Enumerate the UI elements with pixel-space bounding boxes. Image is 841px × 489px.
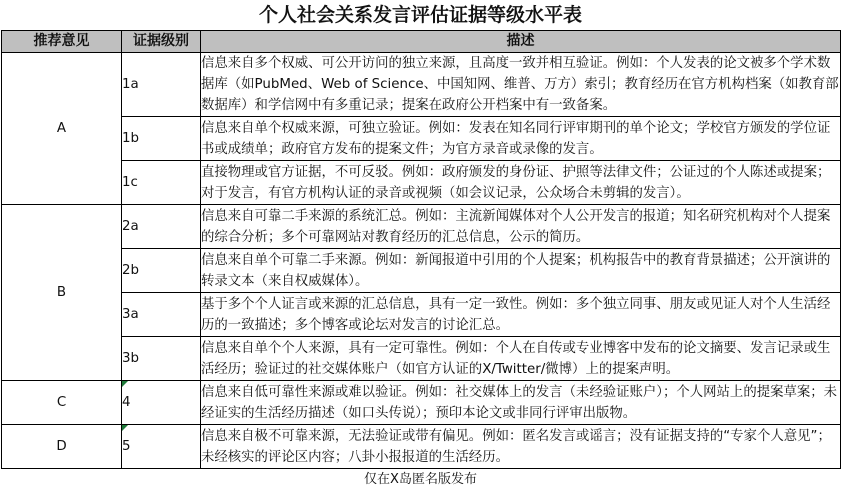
recommendation-cell-a[interactable]: A	[2, 53, 122, 205]
recommendation-cell-d[interactable]: D	[2, 425, 122, 469]
table-row	[2, 381, 841, 425]
description-cell[interactable]: 信息来自可靠二手来源的系统汇总。例如：主流新闻媒体对个人公开发言的报道；知名研究机构对个人提案的综合分析；多个可靠网站对教育经历的汇总信息，公示的简历。	[201, 205, 841, 249]
table-row	[2, 293, 841, 337]
table-row	[2, 205, 841, 249]
table-row	[2, 53, 841, 117]
recommendation-cell-b[interactable]: B	[2, 205, 122, 381]
evidence-table	[1, 30, 841, 469]
table-row	[2, 249, 841, 293]
description-cell[interactable]: 基于多个个人证言或来源的汇总信息，具有一定一致性。例如：多个独立同事、朋友或见证人对个人生活经历的一致描述；多个博客或论坛对发言的讨论汇总。	[201, 293, 841, 337]
comment-marker-icon	[122, 425, 128, 431]
header-level[interactable]: 证据级别	[122, 31, 201, 53]
table-row	[2, 337, 841, 381]
table-row	[2, 117, 841, 161]
description-cell[interactable]: 信息来自单个个人来源，具有一定可靠性。例如：个人在自传或专业博客中发布的论文摘要、发言记录或生活经历；验证过的社交媒体账户（如官方认证的X/Twitter/微博）上的提案声明。	[201, 337, 841, 381]
table-row	[2, 161, 841, 205]
page-title: 个人社会关系发言评估证据等级水平表	[0, 0, 841, 30]
comment-marker-icon	[122, 381, 128, 387]
level-cell[interactable]	[122, 425, 201, 469]
header-row	[2, 31, 841, 53]
description-cell[interactable]: 信息来自极不可靠来源，无法验证或带有偏见。例如：匿名发言或谣言；没有证据支持的“专家个人意见”；未经核实的评论区内容；八卦小报报道的生活经历。	[201, 425, 841, 469]
level-cell[interactable]: 3a	[122, 293, 201, 337]
description-cell[interactable]: 信息来自单个权威来源，可独立验证。例如：发表在知名同行评审期刊的单个论文；学校官方颁发的学位证书或成绩单；政府官方发布的提案文件；为官方录音或录像的发言。	[201, 117, 841, 161]
description-cell[interactable]: 信息来自单个可靠二手来源。例如：新闻报道中引用的个人提案；机构报告中的教育背景描述；公开演讲的转录文本（来自权威媒体）。	[201, 249, 841, 293]
level-cell[interactable]	[122, 381, 201, 425]
header-description[interactable]: 描述	[201, 31, 841, 53]
level-cell[interactable]: 1c	[122, 161, 201, 205]
level-value: 4	[122, 395, 131, 410]
level-cell[interactable]: 2b	[122, 249, 201, 293]
header-recommendation[interactable]: 推荐意见	[2, 31, 122, 53]
level-cell[interactable]: 1a	[122, 53, 201, 117]
description-cell[interactable]: 信息来自低可靠性来源或难以验证。例如：社交媒体上的发言（未经验证账户）；个人网站上的提案草案；未经证实的生活经历描述（如口头传说）；预印本论文或非同行评审出版物。	[201, 381, 841, 425]
footer-note: 仅在X岛匿名版发布	[364, 472, 477, 487]
description-cell[interactable]: 直接物理或官方证据，不可反驳。例如：政府颁发的身份证、护照等法律文件；公证过的个人陈述或提案；对于发言，有官方机构认证的录音或视频（如会议记录，公众场合未剪辑的发言）。	[201, 161, 841, 205]
level-cell[interactable]: 1b	[122, 117, 201, 161]
recommendation-cell-c[interactable]: C	[2, 381, 122, 425]
level-cell[interactable]: 2a	[122, 205, 201, 249]
level-value: 5	[122, 439, 131, 454]
level-cell[interactable]: 3b	[122, 337, 201, 381]
description-cell[interactable]: 信息来自多个权威、可公开访问的独立来源，且高度一致并相互验证。例如：个人发表的论文被多个学术数据库（如PubMed、Web of Science、中国知网、维普、万方）索引；教育经历在官方机构档案（如教育部数据库）和学信网中有多重记录；提案在政府公开档案中有一致备案。	[201, 53, 841, 117]
table-row	[2, 425, 841, 469]
